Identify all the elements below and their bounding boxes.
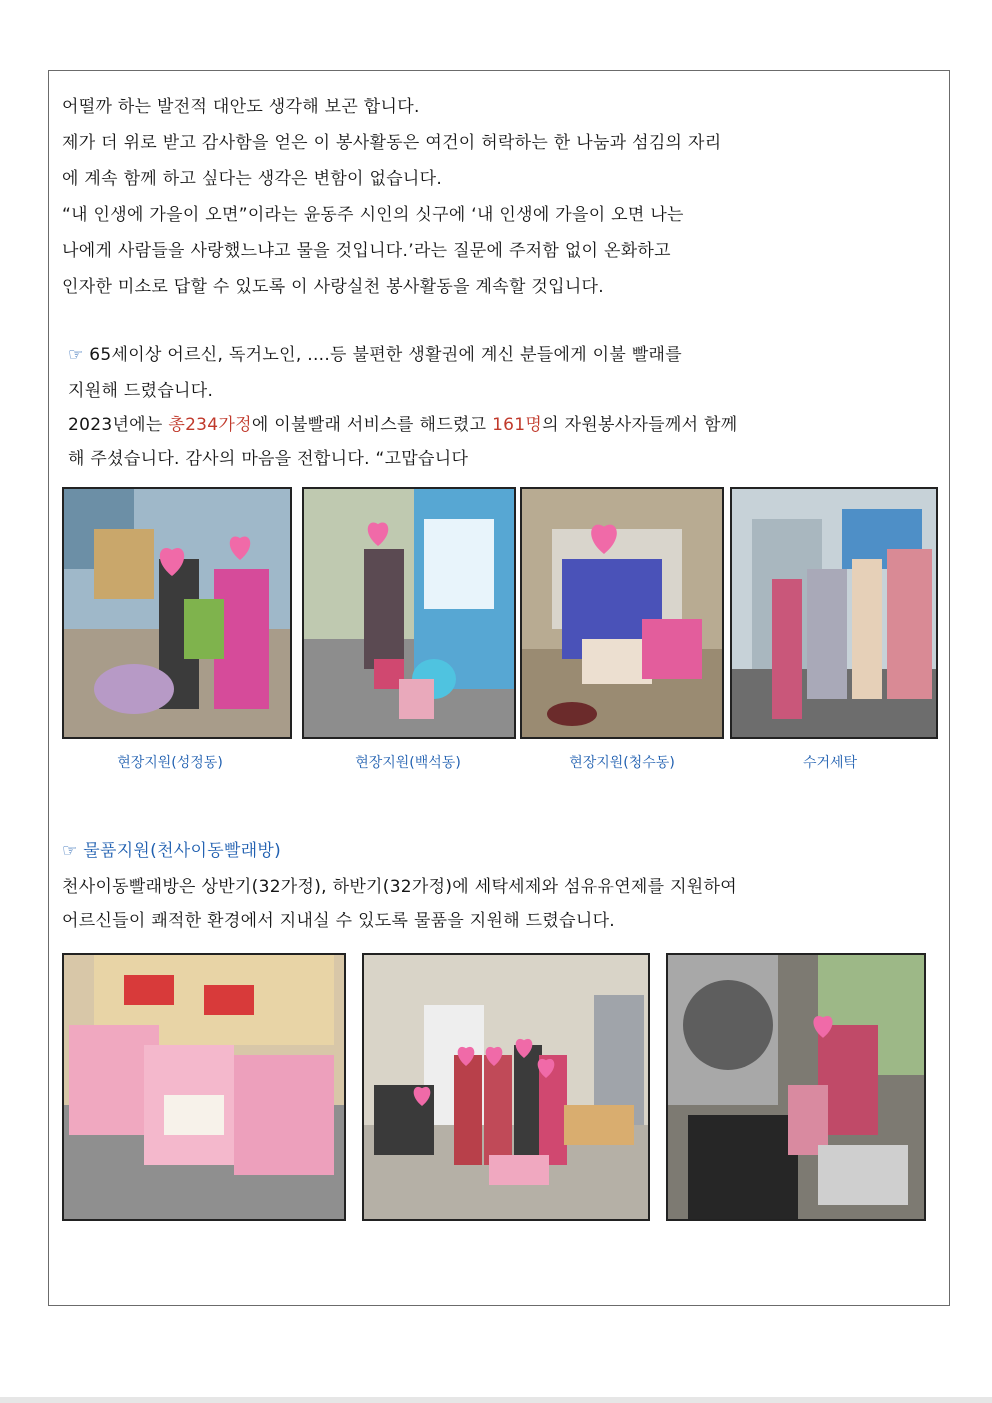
photo-volunteers-room bbox=[362, 953, 650, 1221]
intro-line-3: 에 계속 함께 하고 싶다는 생각은 변함이 없습니다. bbox=[62, 169, 443, 189]
intro-line-2: 제가 더 위로 받고 감사함을 얻은 이 봉사활동은 여건이 허락하는 한 나눔과 섬김의 자리 bbox=[62, 133, 722, 153]
volunteer-count: 161명 bbox=[492, 415, 543, 435]
caption-baekseok: 현장지원(백석동) bbox=[355, 755, 461, 771]
section1-line-4: 해 주셨습니다. 감사의 마음을 전합니다. “고맙습니다 bbox=[68, 449, 469, 469]
face-cover-heart-icon bbox=[588, 514, 620, 554]
pointing-hand-icon: ☞ bbox=[68, 345, 84, 365]
households-count: 총234가정 bbox=[168, 415, 252, 435]
photo-detergent-bags bbox=[62, 953, 346, 1221]
section2-title: 물품지원(천사이동빨래방) bbox=[83, 841, 282, 861]
face-cover-heart-icon bbox=[412, 1080, 432, 1106]
face-cover-heart-icon bbox=[484, 1040, 504, 1066]
photo-cheongsu bbox=[520, 487, 724, 739]
section1-line-3 bbox=[68, 410, 738, 435]
section1-line-1: 65세이상 어르신, 독거노인, ....등 불편한 생활권에 계신 분들에게 이불 빨래를 bbox=[89, 345, 682, 365]
section1-heading-line bbox=[68, 340, 682, 365]
intro-line-5: 나에게 사람들을 사랑했느냐고 물을 것입니다.’라는 질문에 주저함 없이 온화하고 bbox=[62, 241, 671, 261]
section1-text-c: 의 자원봉사자들께서 함께 bbox=[542, 415, 738, 435]
face-cover-heart-icon bbox=[228, 528, 252, 560]
section2-line-1: 천사이동빨래방은 상반기(32가정), 하반기(32가정)에 세탁세제와 섬유유연제를 지원하여 bbox=[62, 877, 737, 897]
face-cover-heart-icon bbox=[536, 1052, 556, 1078]
caption-cheongsu: 현장지원(청수동) bbox=[569, 755, 675, 771]
photo-seongjeong bbox=[62, 487, 292, 739]
intro-line-6: 인자한 미소로 답할 수 있도록 이 사랑실천 봉사활동을 계속할 것입니다. bbox=[62, 277, 604, 297]
face-cover-heart-icon bbox=[456, 1040, 476, 1066]
face-cover-heart-icon bbox=[514, 1032, 534, 1058]
face-cover-heart-icon bbox=[158, 538, 186, 576]
intro-line-1: 어떨까 하는 발전적 대안도 생각해 보곤 합니다. bbox=[62, 97, 420, 117]
face-cover-heart-icon bbox=[366, 514, 390, 546]
caption-seongjeong: 현장지원(성정동) bbox=[117, 755, 223, 771]
photo-laundry bbox=[730, 487, 938, 739]
section1-text-b: 에 이불빨래 서비스를 해드렸고 bbox=[251, 415, 493, 435]
section2-line-2: 어르신들이 쾌적한 환경에서 지내실 수 있도록 물품을 지원해 드렸습니다. bbox=[62, 911, 615, 931]
pointing-hand-icon: ☞ bbox=[62, 841, 78, 861]
section1-text-a: 2023년에는 bbox=[68, 415, 169, 435]
section1-line-2: 지원해 드렸습니다. bbox=[68, 381, 214, 401]
face-cover-heart-icon bbox=[812, 1008, 834, 1038]
section2-heading bbox=[62, 836, 281, 861]
caption-laundry-collection: 수거세탁 bbox=[802, 755, 858, 771]
scan-bottom-edge bbox=[0, 1397, 992, 1403]
photo-delivery bbox=[666, 953, 926, 1221]
intro-line-4: “내 인생에 가을이 오면”이라는 윤동주 시인의 싯구에 ‘내 인생에 가을이 오면 나는 bbox=[62, 205, 684, 225]
photo-baekseok bbox=[302, 487, 516, 739]
